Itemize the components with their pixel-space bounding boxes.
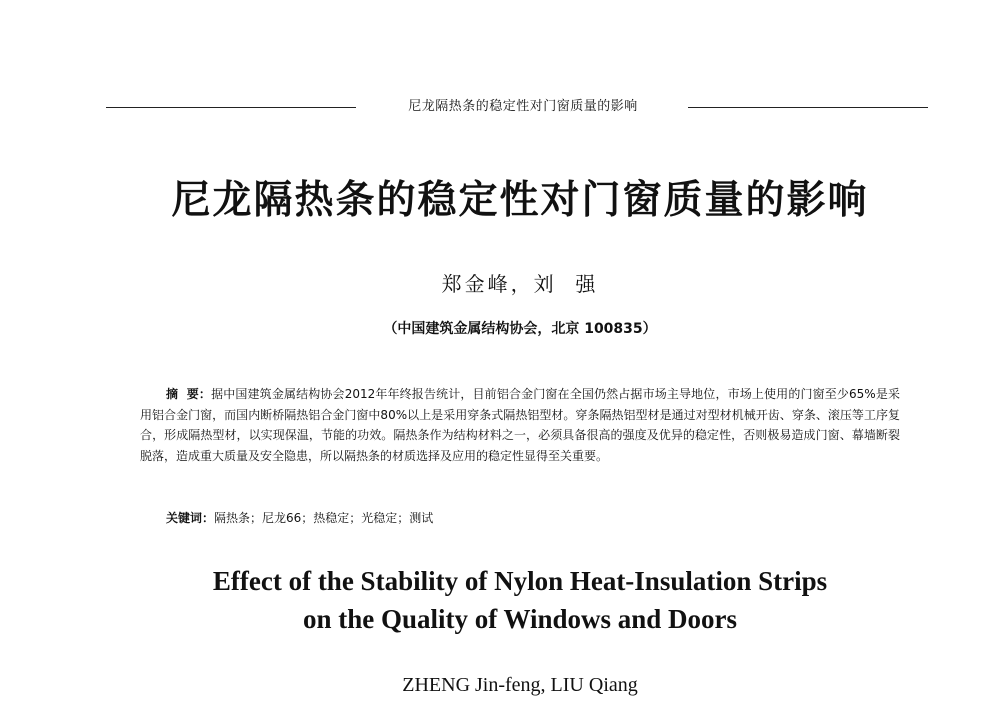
article-title-english <box>120 562 920 638</box>
abstract-text: 据中国建筑金属结构协会2012年年终报告统计，目前铝合金门窗在全国仍然占据市场主导地位，市场上使用的门窗至少65%是采用铝合金门窗，而国内断桥隔热铝合金门窗中80%以上是采用穿条式隔热铝型材。穿条隔热铝型材是通过对型材机械开齿、穿条、滚压等工序复合，形成隔热型材，以实现保温，节能的功效。隔热条作为结构材料之一，必须具备很高的强度及优异的稳定性，否则极易造成门窗、幕墙断裂脱落，造成重大质量及安全隐患，所以隔热条的材质选择及应用的稳定性显得至关重要。 <box>140 387 901 463</box>
keywords <box>166 508 900 528</box>
authors-chinese: 郑金峰，刘 强 <box>441 272 599 296</box>
header-rule-left <box>106 107 356 108</box>
header-rule-right <box>688 107 928 108</box>
keywords-label: 关键词： <box>166 511 215 525</box>
article-title-chinese: 尼龙隔热条的稳定性对门窗质量的影响 <box>171 177 869 223</box>
affiliation-chinese: （中国建筑金属结构协会，北京 100835） <box>383 321 657 337</box>
running-header <box>0 96 1000 118</box>
abstract <box>140 384 900 466</box>
title-english-line-2: on the Quality of Windows and Doors <box>302 604 738 634</box>
title-english-line-1: Effect of the Stability of Nylon Heat-Insulation Strips <box>212 566 828 596</box>
running-title: 尼龙隔热条的稳定性对门窗质量的影响 <box>408 99 638 114</box>
authors-english: ZHENG Jin-feng, LIU Qiang <box>402 674 638 696</box>
abstract-label: 摘 要： <box>166 387 212 401</box>
keywords-text: 隔热条；尼龙66；热稳定；光稳定；测试 <box>214 511 434 525</box>
